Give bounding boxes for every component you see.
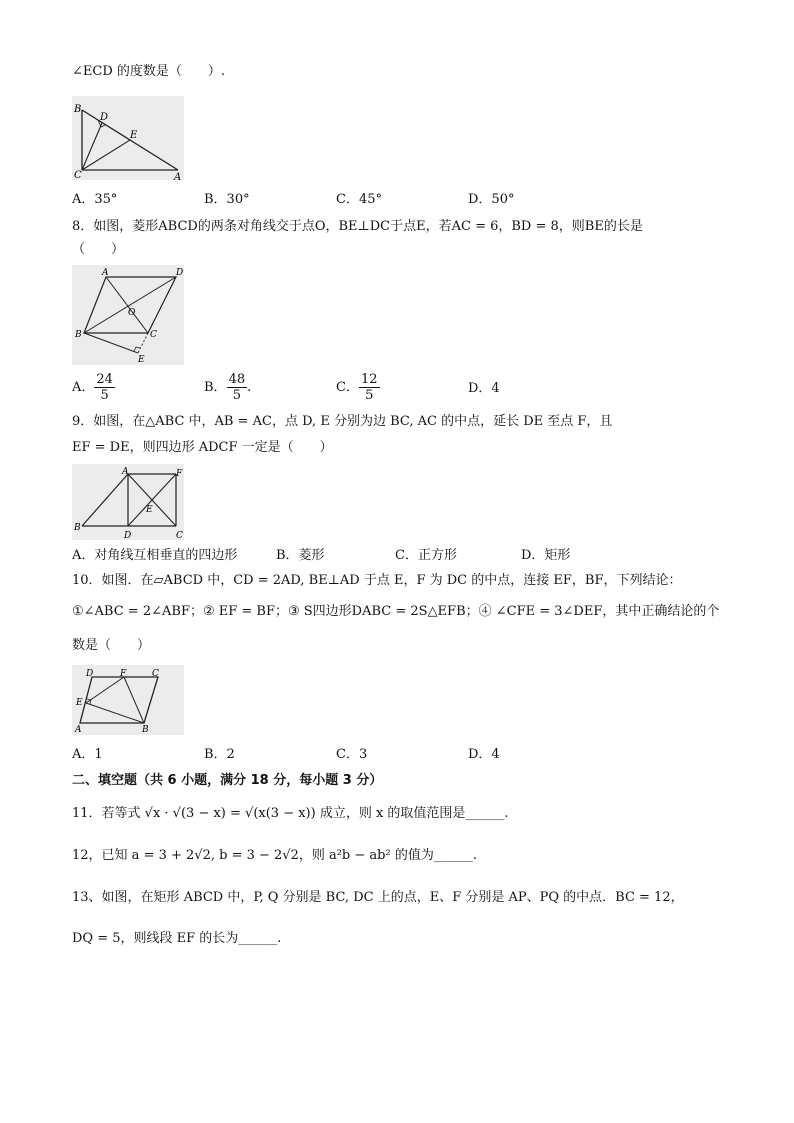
q7-stem-tail: ∠ECD 的度数是（ ）. [72, 64, 226, 79]
q8-paren: （ ） [72, 242, 125, 257]
q11-stem: 11．若等式 √x · √(3 − x) = √(x(3 − x)) 成立，则 x 的取值范围是______. [72, 806, 509, 821]
q9-stem-line2: EF = DE，则四边形 ADCF 一定是（ ） [72, 440, 333, 455]
q8-option-a [72, 372, 115, 403]
q13-stem-line2: DQ = 5，则线段 EF 的长为______. [72, 931, 282, 946]
q7-label-e: E [130, 130, 138, 141]
q8-option-d: D．4 [468, 381, 500, 396]
q9-stem-line1: 9．如图，在△ABC 中，AB = AC，点 D, E 分别为边 BC, AC 的中点，延长 DE 至点 F，且 [72, 414, 613, 429]
q10-figure-svg [72, 665, 184, 735]
q9-label-f: F [176, 469, 183, 479]
q10-option-c: C．3 [336, 747, 368, 762]
q9-option-a: A．对角线互相垂直的四边形 [72, 548, 238, 563]
q7-figure-svg [72, 96, 184, 180]
q9-figure [72, 464, 184, 540]
q10-label-d: D [86, 669, 94, 679]
q12-stem: 12，已知 a = 3 + 2√2, b = 3 − 2√2，则 a²b − ab² 的值为______. [72, 848, 477, 863]
q7-option-d: D．50° [468, 192, 515, 207]
q8-option-a-numerator: 24 [96, 372, 113, 387]
q8-option-c-denominator: 5 [365, 388, 374, 403]
q8-figure-svg [72, 265, 184, 365]
q7-label-a: A [174, 172, 182, 180]
q10-label-f: F [120, 669, 127, 679]
q9-label-d: D [124, 531, 132, 540]
q10-label-b: B [142, 725, 149, 735]
q8-label-e: E [138, 355, 145, 365]
q9-option-d: D．矩形 [521, 548, 571, 563]
q10-label-a: A [75, 725, 82, 735]
q8-option-c-letter: C． [336, 380, 359, 395]
q7-option-b: B．30° [204, 192, 250, 207]
q9-label-c: C [176, 531, 183, 540]
q8-option-b-letter: B． [204, 380, 227, 395]
q8-option-b-denominator: 5 [232, 388, 241, 403]
q9-option-c: C．正方形 [395, 548, 457, 563]
q8-option-b [204, 372, 251, 403]
q8-option-a-denominator: 5 [100, 388, 109, 403]
q9-label-b: B [74, 523, 81, 533]
q10-figure [72, 665, 184, 735]
q7-label-d: D [100, 112, 109, 123]
q10-label-c: C [152, 669, 159, 679]
q7-option-a: A．35° [72, 192, 118, 207]
q8-option-a-fraction [94, 372, 115, 403]
section-2-title: 二、填空题（共 6 小题，满分 18 分，每小题 3 分） [72, 773, 383, 788]
q8-option-b-tail: . [247, 380, 252, 395]
q9-label-e: E [146, 505, 153, 515]
q10-label-e: E [76, 698, 83, 708]
q8-label-b: B [75, 330, 82, 340]
q8-label-a: A [102, 268, 109, 278]
q8-stem: 8．如图，菱形ABCD的两条对角线交于点O，BE⊥DC于点E，若AC = 6，BD = 8，则BE的长是 [72, 219, 643, 234]
q8-label-o: O [128, 308, 136, 318]
q9-label-a: A [122, 467, 129, 477]
q10-option-d: D．4 [468, 747, 500, 762]
q10-stem-line2: ①∠ABC = 2∠ABF；② EF = BF；③ S四边形DABC = 2S△EFB；④ ∠CFE = 3∠DEF，其中正确结论的个 [72, 604, 720, 619]
q9-option-b: B．菱形 [276, 548, 325, 563]
q8-figure [72, 265, 184, 365]
q8-option-b-numerator: 48 [228, 372, 246, 387]
q7-option-c: C．45° [336, 192, 382, 207]
q10-stem-line3: 数是（ ） [72, 638, 151, 653]
q7-figure [72, 96, 184, 180]
q7-label-c: C [74, 170, 82, 180]
q8-option-c [336, 372, 380, 403]
q8-option-b-fraction [227, 372, 248, 403]
q8-label-c: C [150, 330, 157, 340]
q8-label-d: D [176, 268, 184, 278]
q7-label-b: B [74, 104, 82, 115]
q9-figure-svg [72, 464, 184, 540]
q8-option-c-fraction [359, 372, 380, 403]
q10-option-a: A．1 [72, 747, 103, 762]
q10-option-b: B．2 [204, 747, 235, 762]
q13-stem-line1: 13、如图，在矩形 ABCD 中，P, Q 分别是 BC, DC 上的点，E、F 分别是 AP、PQ 的中点．BC = 12， [72, 890, 684, 905]
q10-stem-line1: 10．如图．在▱ABCD 中，CD = 2AD, BE⊥AD 于点 E，F 为 DC 的中点，连接 EF，BF，下列结论： [72, 573, 682, 588]
q8-option-c-numerator: 12 [360, 372, 378, 387]
q8-option-a-letter: A． [72, 380, 95, 395]
